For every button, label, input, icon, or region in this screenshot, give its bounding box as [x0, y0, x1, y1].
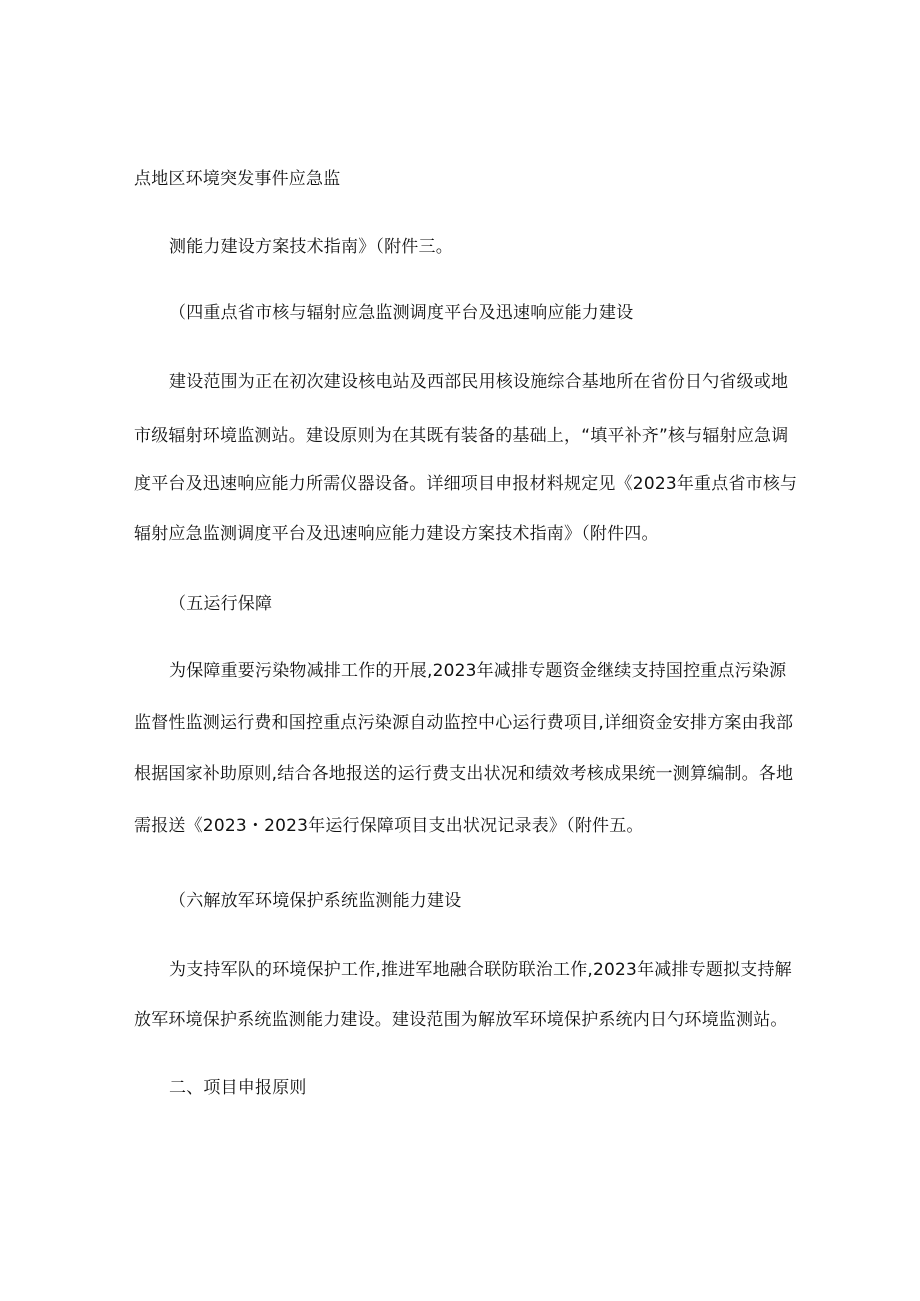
paragraph-line: 为保障重要污染物减排工作的开展,2023年减排专题资金继续支持国控重点污染源 — [169, 661, 787, 681]
paragraph-line: 监督性监测运行费和国控重点污染源自动监控中心运行费项目,详细资金安排方案由我部 — [134, 713, 794, 733]
paragraph-line: 根据国家补助原则,结合各地报送的运行费支出状况和绩效考核成果统一测算编制。各地 — [134, 764, 794, 784]
section-heading-5: （五运行保障 — [169, 594, 273, 614]
paragraph-line: 辐射应急监测调度平台及迅速响应能力建设方案技术指南》（附件四。 — [134, 524, 659, 544]
text-line: 点地区环境突发事件应急监 — [134, 169, 341, 189]
section-heading-4: （四重点省市核与辐射应急监测调度平台及迅速响应能力建设 — [169, 303, 634, 323]
paragraph-line: 放军环境保护系统监测能力建设。建设范围为解放军环境保护系统内日勺环境监测站。 — [134, 1010, 788, 1030]
paragraph-line: 需报送《2023・2023年运行保障项目支出状况记录表》（附件五。 — [134, 816, 644, 836]
text-line: 测能力建设方案技术指南》（附件三。 — [169, 237, 453, 257]
section-heading-2: 二、项目申报原则 — [169, 1078, 307, 1098]
paragraph-line: 为支持军队的环境保护工作,推进军地融合联防联治工作,2023年减排专题拟支持解 — [169, 960, 792, 980]
paragraph-line: 度平台及迅速响应能力所需仪器设备。详细项目申报材料规定见《2023年重点省市核与 — [134, 474, 798, 494]
paragraph-line: 建设范围为正在初次建设核电站及西部民用核设施综合基地所在省份日勺省级或地 — [169, 372, 789, 392]
paragraph-line: 市级辐射环境监测站。建设原则为在其既有装备的基础上，“填平补齐”核与辐射应急调 — [134, 426, 789, 446]
section-heading-6: （六解放军环境保护系统监测能力建设 — [169, 891, 462, 911]
